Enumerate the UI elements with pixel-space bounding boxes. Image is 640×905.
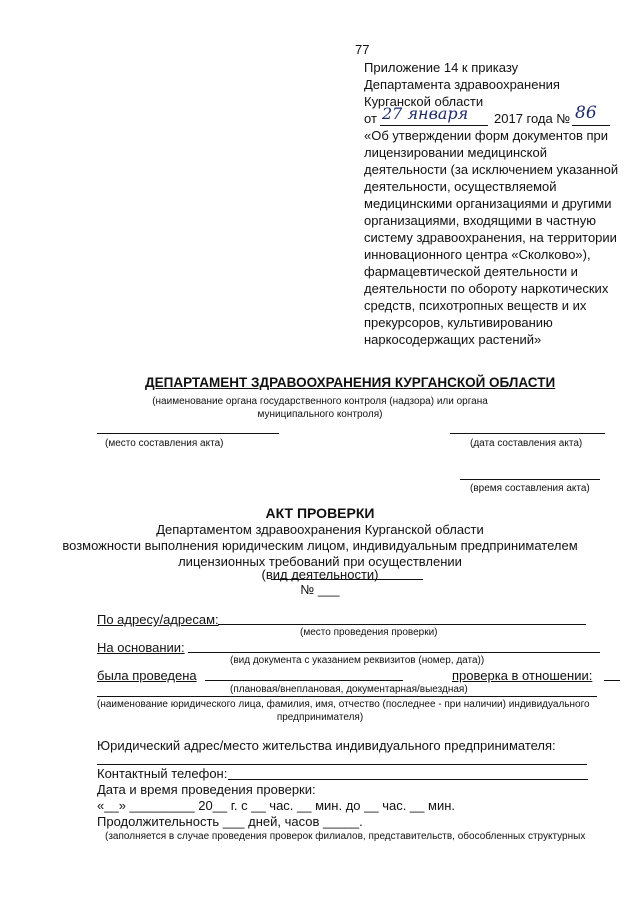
type-caption: (плановая/внеплановая, документарная/выездная) [230, 684, 468, 695]
phone-field[interactable] [228, 779, 588, 780]
annex-about-11: прекурсоров, культивированию [364, 315, 553, 330]
annex-line-2: Департамента здравоохранения [364, 77, 560, 92]
datetime-label: Дата и время проведения проверки: [97, 782, 316, 797]
annex-year-text: 2017 года № [494, 111, 571, 126]
annex-about-7: инновационного центра «Сколково»), [364, 247, 591, 262]
act-title: АКТ ПРОВЕРКИ [265, 505, 375, 521]
annex-about-5: организациями, входящими в частную [364, 213, 596, 228]
conducted-label: была проведена [97, 668, 197, 683]
act-number: № ___ [300, 582, 340, 597]
handwritten-number: 86 [575, 103, 597, 123]
page-number: 77 [355, 42, 370, 57]
act-line-3: лицензионных требований при осуществлении [178, 554, 462, 569]
annex-about-9: деятельности по обороту наркотических [364, 281, 609, 296]
date-caption: (дата составления акта) [470, 438, 583, 449]
duration-line[interactable]: Продолжительность ___ дней, часов _____. [97, 814, 363, 829]
phone-label: Контактный телефон: [97, 766, 228, 781]
address-caption: (место проведения проверки) [300, 627, 438, 638]
legal-address-field[interactable] [97, 764, 587, 765]
activity-caption: (вид деятельности) [261, 567, 379, 582]
annex-about-12: наркосодержащих растений» [364, 332, 542, 347]
place-caption: (место составления акта) [105, 438, 224, 449]
number-underline [572, 125, 610, 126]
authority-name: ДЕПАРТАМЕНТ ЗДРАВООХРАНЕНИЯ КУРГАНСКОЙ ОБЛАСТИ [145, 375, 556, 390]
annex-about-1: лицензировании медицинской [364, 145, 547, 160]
annex-about-6: систему здравоохранения, на территории [364, 230, 617, 245]
entity-field[interactable] [97, 696, 597, 697]
relation-field[interactable] [604, 680, 620, 681]
basis-label: На основании: [97, 640, 185, 655]
date-underline [380, 125, 488, 126]
annex-about-0: «Об утверждении форм документов при [364, 128, 609, 143]
annex-about-8: фармацевтической деятельности и [364, 264, 578, 279]
relation-label: проверка в отношении: [452, 668, 593, 683]
entity-caption-2: предпринимателя) [276, 712, 364, 723]
handwritten-date: 27 января [382, 104, 469, 123]
authority-caption-1: (наименование органа государственного контроля (надзора) или органа [152, 396, 488, 407]
annex-from-prefix: от [364, 111, 377, 126]
check-type-field[interactable] [205, 680, 403, 681]
time-line [460, 479, 600, 480]
date-line [450, 433, 605, 434]
authority-caption-2: муниципального контроля) [257, 409, 383, 420]
annex-line-1: Приложение 14 к приказу [364, 60, 519, 75]
annex-about-3: деятельности, осуществляемой [364, 179, 557, 194]
place-line [97, 433, 279, 434]
entity-caption-1: (наименование юридического лица, фамилия, имя, отчество (последнее - при наличии) индивидуального [97, 699, 590, 710]
basis-field[interactable] [188, 652, 600, 653]
footnote: (заполняется в случае проведения проверок филиалов, представительств, обособленных структурных [105, 831, 586, 842]
datetime-line[interactable]: «__» _________ 20__ г. с __ час. __ мин. до __ час. __ мин. [97, 798, 455, 813]
annex-line-3: Курганской области [364, 94, 484, 109]
act-line-1: Департаментом здравоохранения Курганской области [156, 522, 484, 537]
address-field[interactable] [218, 624, 586, 625]
time-caption: (время составления акта) [470, 483, 590, 494]
annex-about-4: медицинскими организациями и другими [364, 196, 612, 211]
address-label: По адресу/адресам: [97, 612, 219, 627]
basis-caption: (вид документа с указанием реквизитов (номер, дата)) [230, 655, 485, 666]
annex-about-2: деятельности (за исключением указанной [364, 162, 619, 177]
annex-about-10: средств, психотропных веществ и их [364, 298, 587, 313]
act-line-2: возможности выполнения юридическим лицом, индивидуальным предпринимателем [62, 538, 578, 553]
legal-address-label: Юридический адрес/место жительства индивидуального предпринимателя: [97, 738, 556, 753]
